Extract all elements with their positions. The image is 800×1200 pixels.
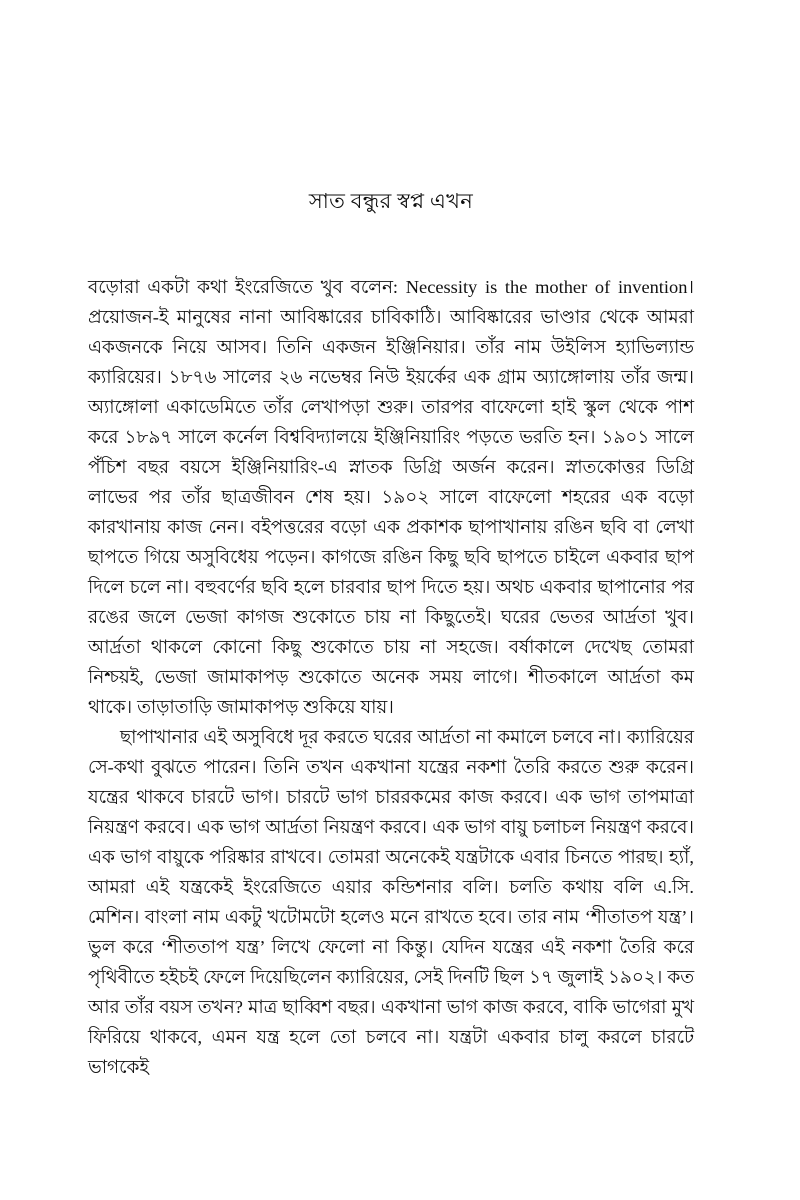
paragraph-1: বড়োরা একটা কথা ইংরেজিতে খুব বলেন: Necessity is the mother of invention। প্রয়োজন-ই মানুষের নানা আবিষ্কারের চাবিকাঠি। আবিষ্কারের ভাণ্ডার থেকে আমরা একজনকে নিয়ে আসব। তিনি একজন ইঞ্জিনিয়ার। তাঁর নাম উইলিস হ্যাভিল্যান্ড ক্যারিয়ের। ১৮৭৬ সালের ২৬ নভেম্বর নিউ ইয়র্কের এক গ্রাম অ্যাঙ্গোলায় তাঁর জন্ম। অ্যাঙ্গোলা একাডেমিতে তাঁর লেখাপড়া শুরু। তারপর বাফেলো হাই স্কুল থেকে পাশ করে ১৮৯৭ সালে কর্নেল বিশ্ববিদ্যালয়ে ইঞ্জিনিয়ারিং পড়তে ভরতি হন। ১৯০১ সালে পঁচিশ বছর বয়সে ইঞ্জিনিয়ারিং-এ স্নাতক ডিগ্রি অর্জন করেন। স্নাতকোত্তর ডিগ্রি লাভের পর তাঁর ছাত্রজীবন শেষ হয়। ১৯০২ সালে বাফেলো শহরের এক বড়ো কারখানায় কাজ নেন। বইপত্তরের বড়ো এক প্রকাশক ছাপাখানায় রঙিন ছবি বা লেখা ছাপতে গিয়ে অসুবিধেয় পড়েন। কাগজে রঙিন কিছু ছবি ছাপতে চাইলে একবার ছাপ দিলে চলে না। বহুবর্ণের ছবি হলে চারবার ছাপ দিতে হয়। অথচ একবার ছাপানোর পর রঙের জলে ভেজা কাগজ শুকোতে চায় না কিছুতেই। ঘরের ভেতর আর্দ্রতা খুব। আর্দ্রতা থাকলে কোনো কিছু শুকোতে চায় না সহজে। বর্ষাকালে দেখেছ তোমরা নিশ্চয়ই, ভেজা জামাকাপড় শুকোতে অনেক সময় লাগে। শীতকালে আর্দ্রতা কম থাকে। তাড়াতাড়ি জামাকাপড় শুকিয়ে যায়। bbox=[88, 277, 694, 717]
page-title: সাত বন্ধুর স্বপ্ন এখন bbox=[308, 189, 474, 213]
paragraph-2: ছাপাখানার এই অসুবিধে দূর করতে ঘরের আর্দ্রতা না কমালে চলবে না। ক্যারিয়ের সে-কথা বুঝতে পারেন। তিনি তখন একখানা যন্ত্রের নকশা তৈরি করতে শুরু করেন। যন্ত্রের থাকবে চারটে ভাগ। চারটে ভাগ চাররকমের কাজ করবে। এক ভাগ তাপমাত্রা নিয়ন্ত্রণ করবে। এক ভাগ আর্দ্রতা নিয়ন্ত্রণ করবে। এক ভাগ বায়ু চলাচল নিয়ন্ত্রণ করবে। এক ভাগ বায়ুকে পরিষ্কার রাখবে। তোমরা অনেকেই যন্ত্রটাকে এবার চিনতে পারছ। হ্যাঁ, আমরা এই যন্ত্রকেই ইংরেজিতে এয়ার কন্ডিশনার বলি। চলতি কথায় বলি এ.সি. মেশিন। বাংলা নাম একটু খটোমটো হলেও মনে রাখতে হবে। তার নাম ‘শীতাতপ যন্ত্র’। ভুল করে ‘শীততাপ যন্ত্র’ লিখে ফেলো না কিন্তু। যেদিন যন্ত্রের এই নকশা তৈরি করে পৃথিবীতে হইচই ফেলে দিয়েছিলেন ক্যারিয়ের, সেই দিনটি ছিল ১৭ জুলাই ১৯০২। কত আর তাঁর বয়স তখন? মাত্র ছাব্বিশ বছর। একখানা ভাগ কাজ করবে, বাকি ভাগেরা মুখ ফিরিয়ে থাকবে, এমন যন্ত্র হলে তো চলবে না। যন্ত্রটা একবার চালু করলে চারটে ভাগকেই bbox=[88, 727, 694, 1077]
page-content bbox=[88, 186, 694, 1082]
